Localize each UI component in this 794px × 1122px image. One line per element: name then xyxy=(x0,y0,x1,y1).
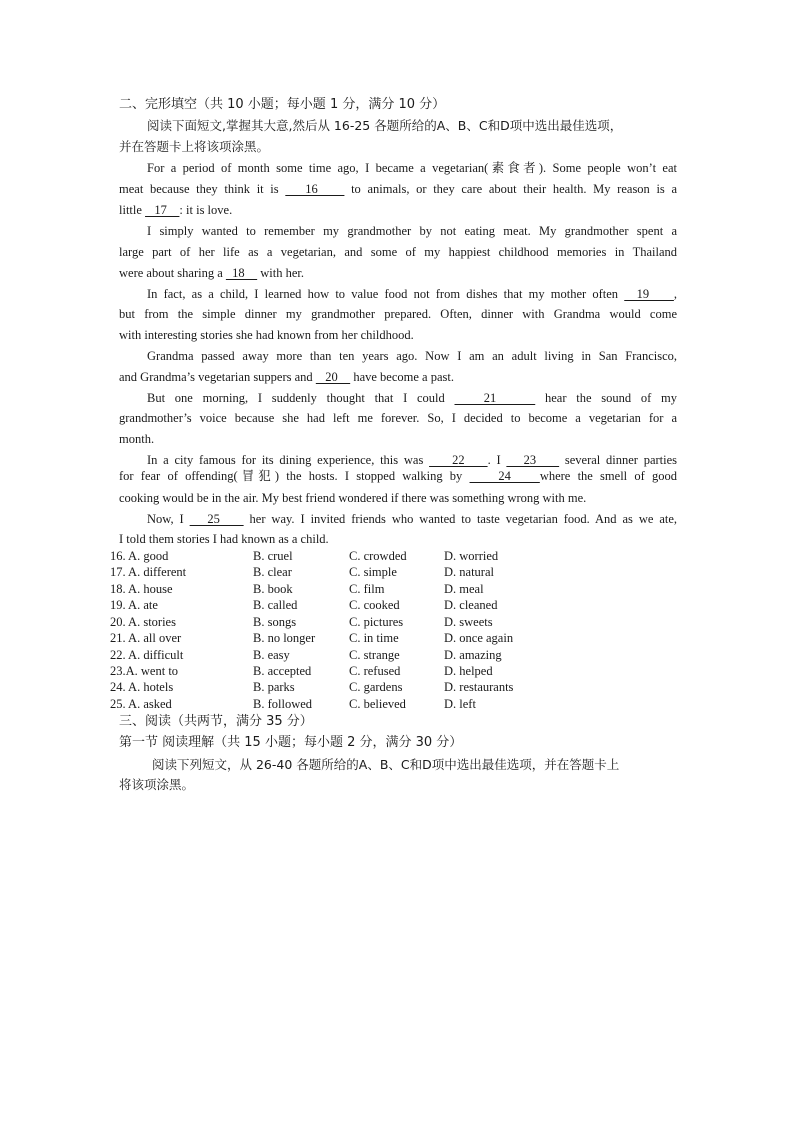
blank-18: 18 xyxy=(225,266,258,280)
option-c: C. film xyxy=(349,582,385,596)
option-c: C. strange xyxy=(349,648,400,662)
option-d: D. restaurants xyxy=(444,680,514,694)
passage-line: grandmother’s voice because she had left me forever. So, I decided to become a vegetarian for a xyxy=(119,411,677,425)
passage-line: month. xyxy=(119,432,155,446)
option-c: C. believed xyxy=(349,697,406,711)
option-b: B. songs xyxy=(253,615,297,629)
option-b: B. cruel xyxy=(253,549,293,563)
passage-line: large part of her life as a vegetarian, and some of my happiest childhood memories in Thailand xyxy=(119,245,677,259)
blank-25: 25 xyxy=(189,512,244,526)
option-d: D. meal xyxy=(444,582,484,596)
blank-24: 24 xyxy=(469,469,540,483)
section3-heading: 三、阅读（共两节，满分 35 分） xyxy=(119,714,313,729)
option-question: 22. A. difficult xyxy=(110,648,184,662)
option-question: 17. A. different xyxy=(110,565,187,579)
passage-line: cooking would be in the air. My best friend wondered if there was something wrong with me. xyxy=(119,491,587,505)
section3-instruction-line1: 阅读下列短文，从 26-40 各题所给的A、B、C和D项中选出最佳选项，并在答题卡上 xyxy=(152,757,620,772)
option-b: B. clear xyxy=(253,565,292,579)
section2-instruction-line1: 阅读下面短文,掌握其大意,然后从 16-25 各题所给的A、B、C和D项中选出最佳选项， xyxy=(147,118,623,133)
option-d: D. left xyxy=(444,697,476,711)
passage-line: little 17 : it is love. xyxy=(119,203,233,217)
passage-line: But one morning, I suddenly thought that I could 21 hear the sound of my xyxy=(147,391,678,405)
passage-line: and Grandma’s vegetarian suppers and 20 have become a past. xyxy=(119,370,454,384)
option-c: C. simple xyxy=(349,565,397,579)
section3-subheading: 第一节 阅读理解（共 15 小题；每小题 2 分，满分 30 分） xyxy=(119,735,463,750)
option-b: B. no longer xyxy=(253,631,316,645)
option-c: C. gardens xyxy=(349,680,403,694)
option-c: C. pictures xyxy=(349,615,404,629)
passage-line: for fear of offending(冒犯) the hosts. I stopped walking by 24 where the smell of good xyxy=(119,469,677,483)
passage-line: with interesting stories she had known from her childhood. xyxy=(119,328,414,342)
option-question: 19. A. ate xyxy=(110,598,158,612)
section2-heading: 二、完形填空（共 10 小题；每小题 1 分，满分 10 分） xyxy=(119,97,446,112)
blank-23: 23 xyxy=(506,453,560,467)
option-question: 24. A. hotels xyxy=(110,680,174,694)
option-question: 16. A. good xyxy=(110,549,169,563)
passage-line: In a city famous for its dining experience, this was 22 . I 23 several dinner parties xyxy=(147,453,678,467)
option-c: C. cooked xyxy=(349,598,400,612)
option-c: C. crowded xyxy=(349,549,407,563)
option-d: D. helped xyxy=(444,664,493,678)
blank-21: 21 xyxy=(454,391,536,405)
blank-22: 22 xyxy=(429,453,488,467)
option-d: D. sweets xyxy=(444,615,493,629)
option-d: D. worried xyxy=(444,549,499,563)
option-c: C. refused xyxy=(349,664,401,678)
blank-19: 19 xyxy=(624,287,674,301)
option-question: 18. A. house xyxy=(110,582,173,596)
option-b: B. called xyxy=(253,598,298,612)
option-d: D. amazing xyxy=(444,648,502,662)
option-c: C. in time xyxy=(349,631,399,645)
passage-line: For a period of month some time ago, I became a vegetarian(素食者). Some people won’t eat xyxy=(147,161,677,175)
option-d: D. once again xyxy=(444,631,514,645)
option-b: B. accepted xyxy=(253,664,312,678)
option-question: 23.A. went to xyxy=(110,664,179,678)
option-d: D. cleaned xyxy=(444,598,498,612)
blank-17: 17 xyxy=(145,203,180,217)
option-question: 21. A. all over xyxy=(110,631,182,645)
passage-line: meat because they think it is 16 to animals, or they care about their health. My reason is a xyxy=(119,182,678,196)
passage-line: but from the simple dinner my grandmother prepared. Often, dinner with Grandma would come xyxy=(119,307,677,321)
section2-instruction-line2: 并在答题卡上将该项涂黑。 xyxy=(119,139,270,154)
passage-line: Now, I 25 her way. I invited friends who wanted to taste vegetarian food. And as we ate, xyxy=(147,512,678,526)
blank-20: 20 xyxy=(315,370,351,384)
passage-line: I told them stories I had known as a child. xyxy=(119,532,329,546)
option-b: B. parks xyxy=(253,680,295,694)
option-b: B. book xyxy=(253,582,293,596)
blank-16: 16 xyxy=(285,182,345,196)
option-question: 20. A. stories xyxy=(110,615,176,629)
passage-line: were about sharing a 18 with her. xyxy=(119,266,305,280)
passage-line: Grandma passed away more than ten years ago. Now I am an adult living in San Francisco, xyxy=(147,349,677,363)
passage-line: In fact, as a child, I learned how to value food not from dishes that my mother often 19 , xyxy=(147,287,678,301)
passage-line: I simply wanted to remember my grandmother by not eating meat. My grandmother spent a xyxy=(147,224,677,238)
option-b: B. easy xyxy=(253,648,290,662)
section3-instruction-line2: 将该项涂黑。 xyxy=(119,777,195,792)
option-d: D. natural xyxy=(444,565,494,579)
option-b: B. followed xyxy=(253,697,313,711)
option-question: 25. A. asked xyxy=(110,697,172,711)
